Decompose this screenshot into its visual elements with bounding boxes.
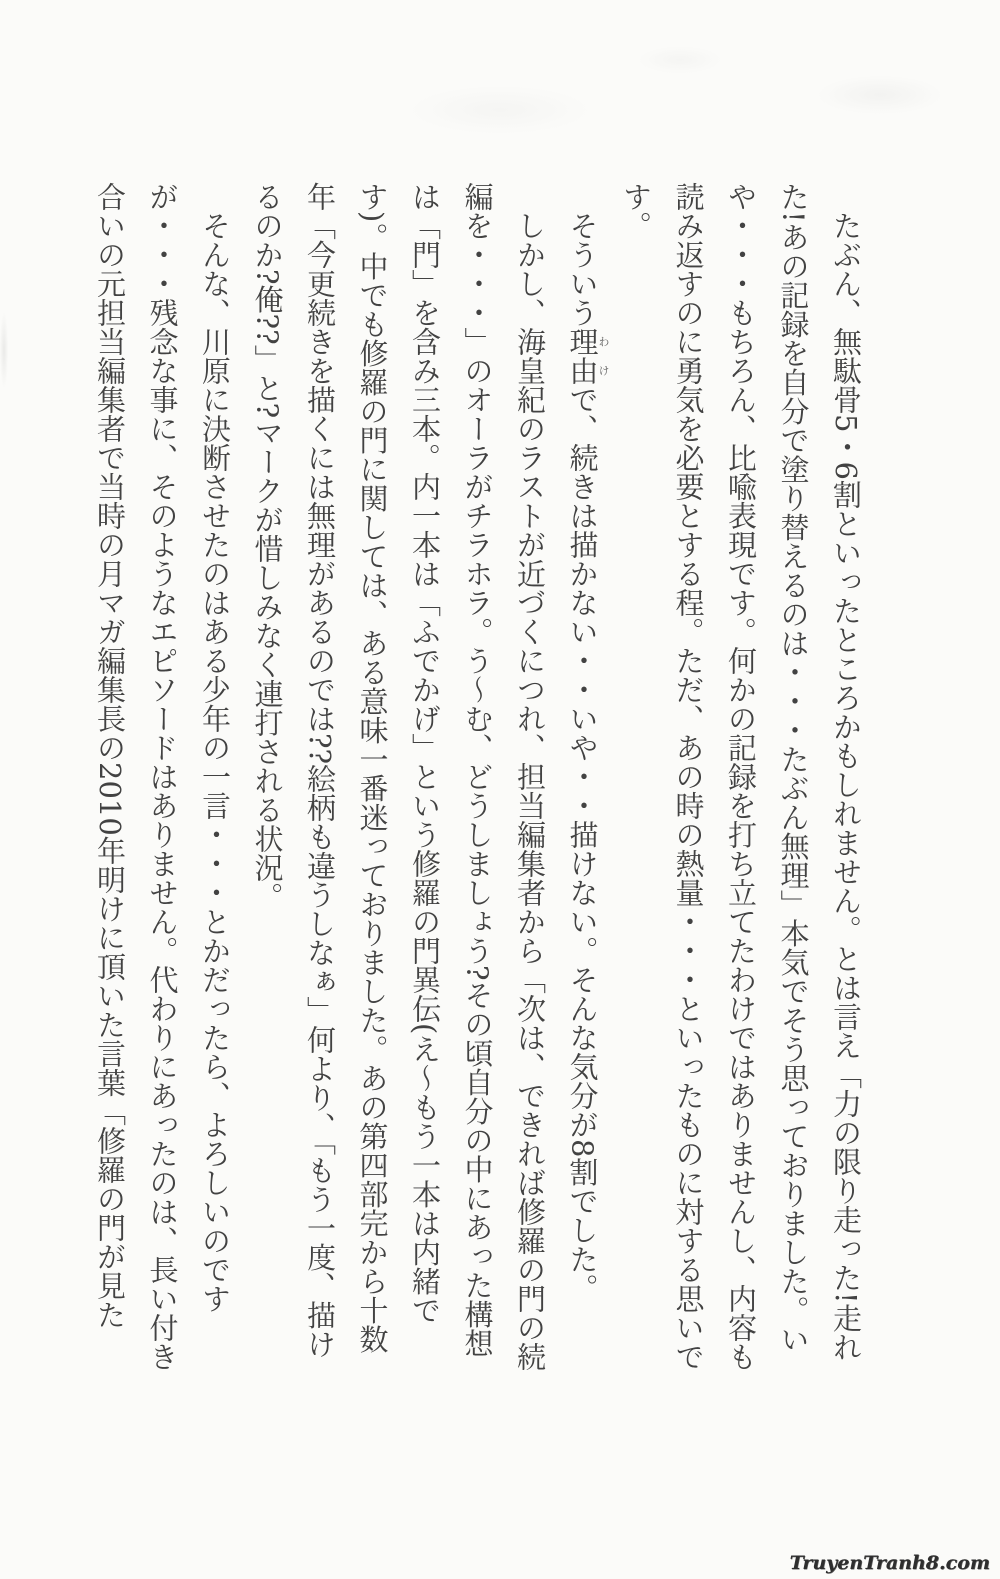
- ruby-annotated-word: 理由わけ: [565, 327, 610, 385]
- paragraph-2: そういう理由わけで、続きは描かない・・いや・・描けない。そんな気分が8割でした。: [565, 211, 610, 1303]
- watermark: TruyenTranh8.com: [789, 1552, 990, 1574]
- paragraph-4: そんな、川原に決断させたのはある少年の一言・・・とかだったら、よろしいのですが・・・残念な事に、そのようなエピソードはありません。代わりにあったのは、長い付き合いの元担当編集者で当時の月マガ編集長の2010年明けに頂いた言葉「修羅の門が見た: [93, 182, 232, 1371]
- paragraph-1: たぶん、無駄骨5・6割といったところかもしれません。とは言え「力の限り走った!走れた!あの記録を自分で塗り替えるのは・・・たぶん無理」本気でそう思っておりました。いや・・・もちろん、比喩表現です。何かの記録を打ち立てたわけではありませんし、内容も読み返すのに勇気を必要とする程。ただ、あの時の熱量・・・といったものに対する思いです。: [619, 182, 863, 1371]
- paragraph-3: しかし、海皇紀のラストが近づくにつれ、担当編集者から「次は、できれば修羅の門の続編を・・・」のオーラがチラホラ。う〜む、どうしましょう?その頃自分の中にあった構想は「門」を含み三本。内一本は「ふでかげ」という修羅の門異伝(え〜もう一本は内緒です)。中でも修羅の門に関しては、ある意味一番迷っておりました。あの第四部完から十数年「今更続きを描くには無理があるのでは??絵柄も違うしなぁ」何より、「もう一度、描けるのか?俺??」と?マークが惜しみなく連打される状況。: [250, 182, 547, 1371]
- afterword-text-block: [84, 182, 873, 1374]
